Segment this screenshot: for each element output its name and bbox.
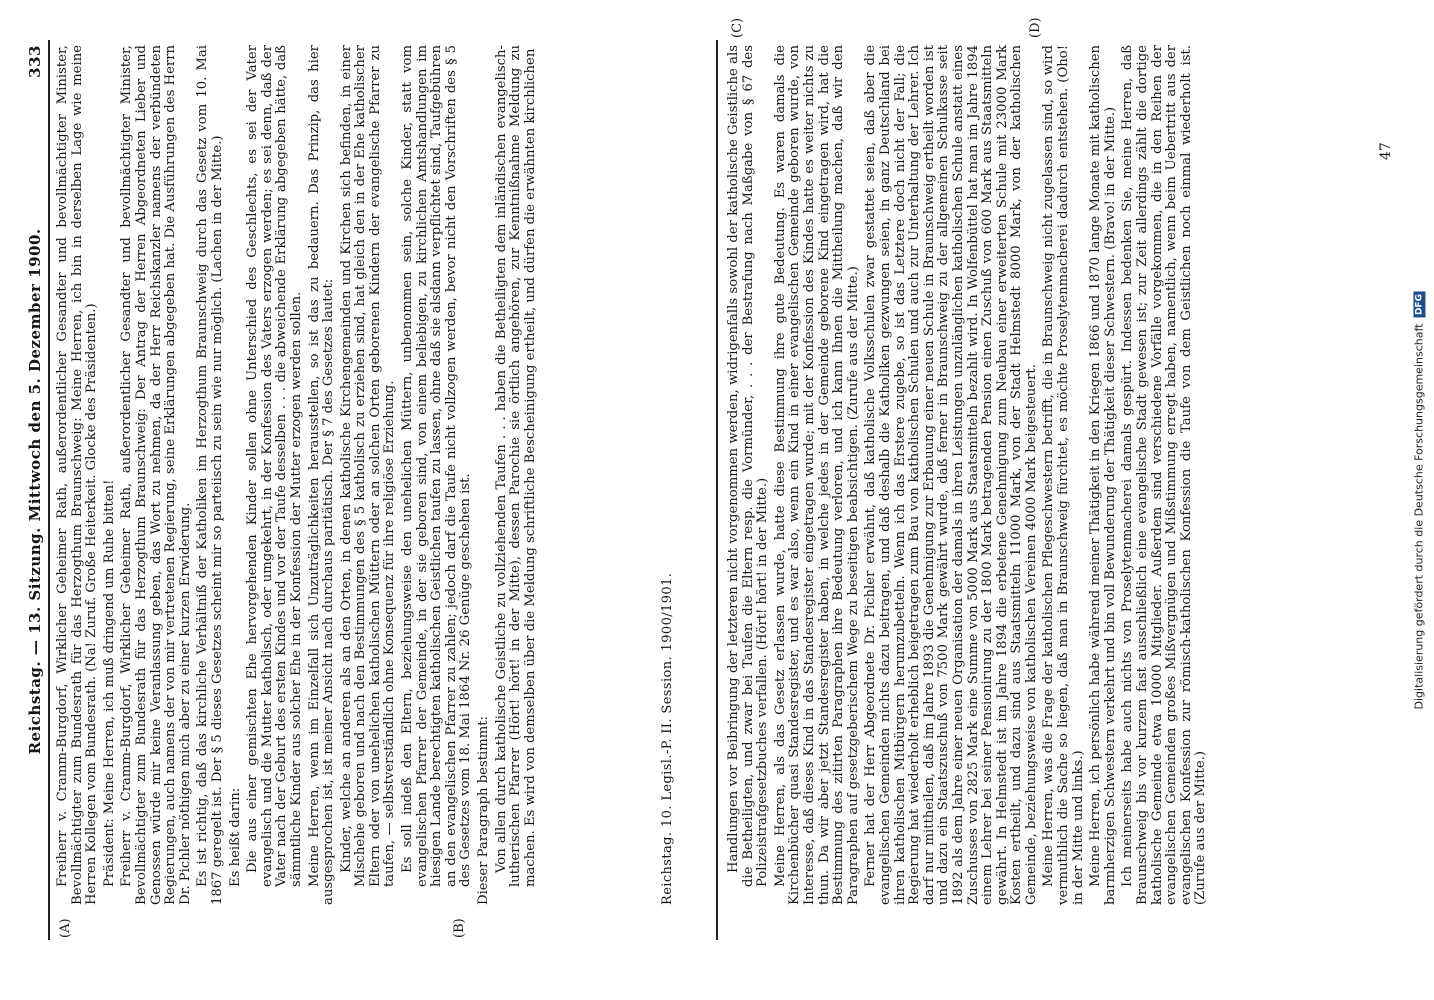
paragraph: Freiherr v. Cramm-Burgdorf, Wirklicher Geheimer Rath, außerordentlicher Gesandter und bevollmächtigter Minister, Bevollmächtigter zum Bundesrath für das Herzogthum Braunschweig: Meine Herren, ich bin in derselben Lage wie meine Herren Kollegen vom Bundesrath. (Na! Zuruf. Große Heiterkeit. Glocke des Präsidenten.)	[55, 45, 100, 905]
left-column	[56, 45, 706, 905]
margin-mark-b: (B)	[452, 918, 467, 938]
dfg-logo-icon: DFG	[1413, 291, 1425, 317]
quoted-law: Handlungen vor Beibringung der letzteren nicht vorgenommen werden, widrigenfalls sowohl der katholische Geistliche als die Betheiligten, und zwar bei Taufen die Eltern resp. die Vormünder, . . . der Bestrafung nach Maßgabe von § 67 des Polizeistrafgesetzbuches verfallen. (Hört! hört! in der Mitte.)	[726, 45, 771, 887]
running-header	[14, 45, 44, 905]
header-rule	[48, 40, 50, 940]
quoted-law: Kinder, welche an anderen als an den Orten, in denen katholische Kirchengemeinden und Kirchen sich befinden, in einer Mischehe geboren und nach den Bestimmungen des § 5 katholisch zu erziehen sind, hat gleich den in der Ehe katholischer Eltern oder von unehelichen katholischen Müttern oder an solchen Orten geborenen Kindern der evangelische Pfarrer zu taufen, — selbstverständlich ohne Konsequenz für ihre religiöse Erziehung.	[338, 45, 398, 887]
column-rule	[716, 40, 718, 940]
paragraph: Meine Herren, als das Gesetz erlassen wurde, hatte diese Bestimmung ihre gute Bedeutung. Es waren damals die Kirchenbücher quasi Standesregister, und es war also, wenn ein Kind in einer evangelischen Gemeinde geboren wurde, von Interesse, daß dieses Kind in das Standesregister eingetragen wurde; mit der Konfession des Kindes hatte es weiter nichts zu thun. Da wir aber jetzt Standesregister haben, in welche jedes in der Gemeinde geborene Kind eingetragen wird, hat die Bestimmung des zitirten Paragraphen ihre Bedeutung verloren, und ich kann Ihnen die Mittheilung machen, daß wir den Paragraphen auf gesetzgeberischem Wege zu beseitigen beabsichtigen. (Zurufe aus der Mitte.)	[772, 45, 861, 905]
paragraph: Es ist richtig, daß das kirchliche Verhältniß der Katholiken im Herzogthum Braunschweig durch das Gesetz vom 10. Mai 1867 geregelt ist. Der § 5 dieses Gesetzes scheint mir so parteiisch zu sein wie nur möglich. (Lachen in der Mitte.)	[195, 45, 225, 905]
paragraph: Meine Herren, was die Frage der katholischen Pflegeschwestern betrifft, die in Braunschweig nicht zugelassen sind, so wird vermuthlich die Sache so liegen, daß man in Braunschweig fürchtet, es möchte Proselytenmacherei dadurch entstehen. (Oho! in der Mitte und links.)	[1041, 45, 1086, 905]
paragraph: Meine Herren, wenn im Einzelfall sich Unzuträglichkeiten herausstellen, so ist das zu bedauern. Das Prinzip, das hier ausgesprochen ist, ist meiner Ansicht nach durchaus paritätisch. Der § 7 des Gesetzes lautet:	[306, 45, 337, 905]
quoted-law: Es soll indeß den Eltern, beziehungsweise den unehelichen Müttern, unbenommen sein, solche Kinder, statt vom evangelischen Pfarrer der Gemeinde, in der sie geboren sind, von einem beliebigen, zu kirchlichen Amtshandlungen im hiesigen Lande berechtigten katholischen Geistlichen taufen zu lassen, ohne daß sie alsdann verpflichtet sind, Taufgebühren an den evangelischen Pfarrer zu zahlen; jedoch darf die Taufe nicht vollzogen werden, bevor nicht den Vorschriften des § 5 des Gesetzes vom 18. Mai 1864 Nr. 26 Genüge geschehen ist.	[400, 45, 474, 887]
paragraph: Meine Herren, ich persönlich habe während meiner Thätigkeit in den Kriegen 1866 und 1870 lange Monate mit katholischen barmherzigen Schwestern verkehrt und bin voll Bewunderung der Thätigkeit dieser Schwestern. (Bravo! in der Mitte.)	[1088, 45, 1118, 905]
folio-number: 47	[1378, 142, 1394, 160]
paragraph: Ich meinerseits habe auch nichts von Proselytenmacherei damals gespürt. Indessen bedenken Sie, meine Herren, daß Braunschweig bis vor kurzem fast ausschließlich eine evangelische Stadt gewesen ist; zur Zeit allerdings zählt die dortige katholische Gemeinde etwa 10000 Mitglieder. Außerdem sind verschiedene Vorfälle vorgekommen, die in den Reihen der evangelischen Gemeinden großes Mißvergnügen und Mißstimmung erregt haben, namentlich, wenn beim Uebertritt aus der evangelischen Konfession zur römisch-katholischen Konfession die Taufe von dem Geistlichen noch einmal wiederholt ist. (Zurufe aus der Mitte.)	[1120, 45, 1209, 905]
margin-mark-a: (A)	[58, 918, 73, 938]
paragraph: Ferner hat der Herr Abgeordnete Dr. Pichler erwähnt, daß katholische Volksschulen zwar gestattet seien, daß aber die evangelischen Gemeinden nichts dazu beitragen, und daß deshalb die Katholiken gezwungen seien, in ganz Deutschland bei ihren katholischen Mitbürgern herumzubetteln. Wenn ich das Erstere zugebe, so ist das Letztere doch nicht der Fall; die Regierung hat wiederholt erheblich beigetragen zum Bau von katholischen Schulen und auch zur Unterhaltung der Lehrer. Ich darf nur mittheilen, daß im Jahre 1893 die Genehmigung zur Erbauung einer neuen Schule in Braunschweig ertheilt worden ist und dazu ein Staatszuschuß von 7500 Mark gewährt wurde, daß ferner in Braunschweig zu der allgemeinen Schulkasse seit 1892 als dem Jahre einer neuen Organisation der damals in ihren Leistungen unzulänglichen katholischen Schule anstatt eines Zuschusses von 2825 Mark eine Summe von 5000 Mark aus Staatsmitteln bezahlt wird. In Wolfenbüttel hat man im Jahre 1894 einem Lehrer bei seiner Pensionirung zu der 1800 Mark betragenden Pension einen Zuschuß von 600 Mark aus Staatsmitteln gewährt. In Helmstedt ist im Jahre 1894 die erbetene Genehmigung zum Neubau einer erweiterten Schule mit 23000 Mark Kosten ertheilt, und dazu sind aus Staatsmitteln 11000 Mark, von der Stadt Helmstedt 8000 Mark, von der katholischen Gemeinde, beziehungsweise von katholischen Vereinen 4000 Mark beigesteuert.	[863, 45, 1039, 905]
paragraph: Dieser Paragraph bestimmt:	[476, 716, 492, 905]
session-footer: Reichstag. 10. Legisl.-P. II. Session. 1900/1901.	[660, 572, 675, 905]
credit-text: Digitalisierung gefördert durch die Deutsche Forschungsgemeinschaft	[1412, 323, 1426, 709]
paragraph: Es heißt darin:	[227, 787, 243, 887]
right-column	[726, 45, 1346, 905]
quoted-law: Von allen durch katholische Geistliche zu vollziehenden Taufen . . . haben die Betheiligten dem inländischen evangelisch-lutherischen Pfarrer (Hört! hört! in der Mitte), dessen Parochie sie örtlich angehören, zur Kenntnißnahme Meldung zu machen. Es wird von demselben über die Meldung schriftliche Bescheinigung ertheilt, und dürfen die erwähnten kirchlichen	[493, 45, 538, 887]
quoted-law: Die aus einer gemischten Ehe hervorgehenden Kinder sollen ohne Unterschied des Geschlechts, es sei der Vater evangelisch und die Mutter katholisch, oder umgekehrt, in der Konfession des Vaters erzogen werden; es sei denn, daß der Vater nach der Geburt des ersten Kindes und vor der Taufe desselben . . . die abweichende Erklärung abgegeben hätte, daß sämmtliche Kinder aus solcher Ehe in der Konfession der Mutter erzogen werden sollen.	[245, 45, 304, 887]
running-title: Reichstag. — 13. Sitzung. Mittwoch den 5. Dezember 1900.	[26, 228, 44, 755]
margin-mark-d: (D)	[1028, 17, 1043, 38]
paragraph: Präsident: Meine Herren, ich muß dringend um Ruhe bitten!	[101, 479, 117, 887]
paragraph: Freiherr v. Cramm-Burgdorf, Wirklicher Geheimer Rath, außerordentlicher Gesandter und bevollmächtigter Minister, Bevollmächtigter zum Bundesrath für das Herzogthum Braunschweig: Der Antrag der Herren Abgeordneten Lieber und Genossen würde mir keine Veranlassung geben, das Wort zu nehmen, da der Herr Reichskanzler namens der verbündeten Regierungen, auch namens der von mir vertretenen Regierung, seine Erklärungen abgegeben hat. Die Ausführungen des Herrn Dr. Pichler nöthigen mich aber zu einer kurzen Erwiderung.	[119, 45, 193, 905]
page-number: 333	[26, 45, 44, 78]
digitization-credit	[1411, 18, 1427, 982]
margin-mark-c: (C)	[730, 17, 745, 38]
